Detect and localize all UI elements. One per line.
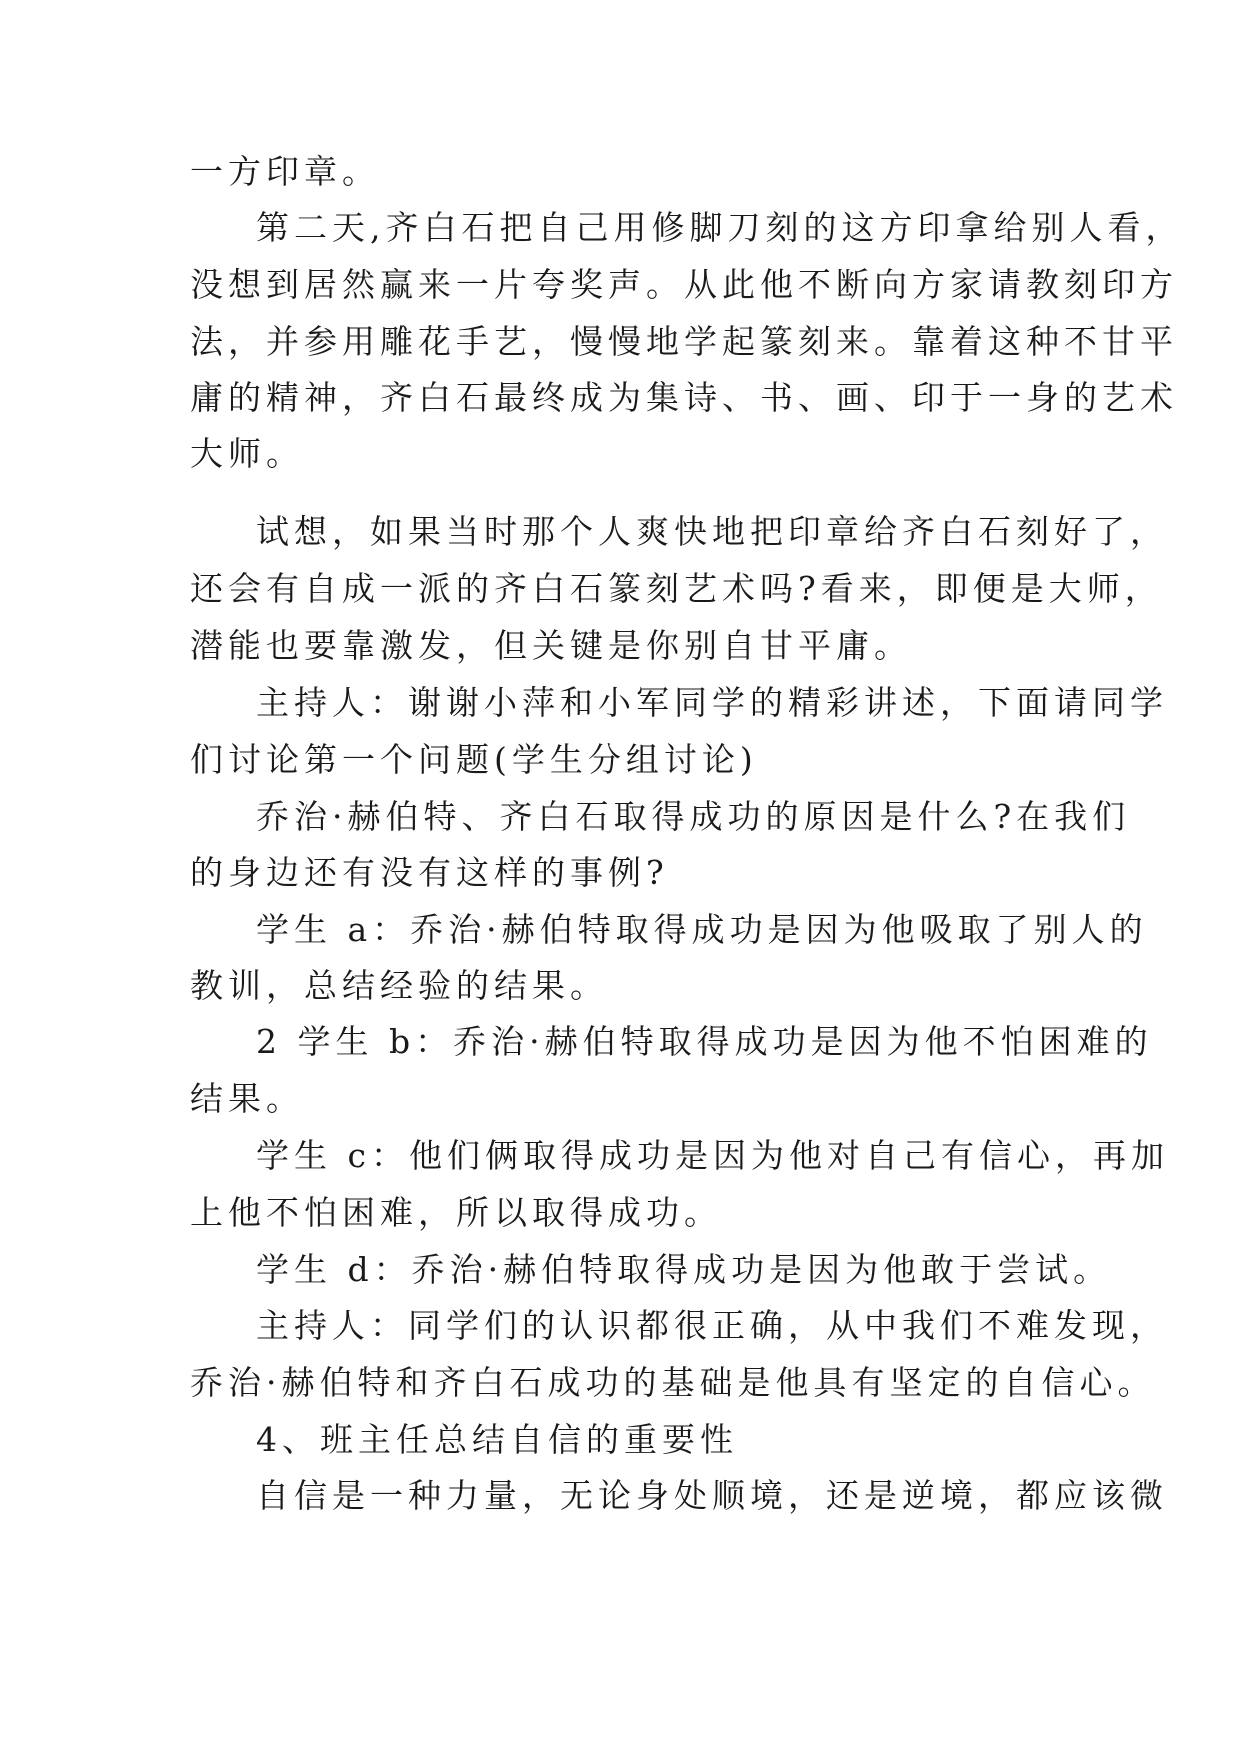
text-line: 自信是一种力量，无论身处顺境，还是逆境，都应该微: [256, 1476, 1168, 1515]
text-line: 学生 a：乔治·赫伯特取得成功是因为他吸取了别人的: [256, 910, 1148, 949]
text-line: 还会有自成一派的齐白石篆刻艺术吗?看来，即便是大师，: [190, 569, 1163, 608]
text-line: 2 学生 b：乔治·赫伯特取得成功是因为他不怕困难的: [256, 1022, 1153, 1061]
text-line: 潜能也要靠激发，但关键是你别自甘平庸。: [190, 626, 912, 665]
text-line: 没想到居然赢来一片夸奖声。从此他不断向方家请教刻印方: [190, 265, 1178, 304]
text-line: 一方印章。: [190, 152, 380, 191]
text-line: 乔治·赫伯特、齐白石取得成功的原因是什么?在我们: [256, 797, 1131, 836]
text-line: 主持人：同学们的认识都很正确，从中我们不难发现，: [256, 1306, 1168, 1345]
text-line: 上他不怕困难，所以取得成功。: [190, 1193, 722, 1232]
text-line: 们讨论第一个问题(学生分组讨论): [190, 740, 758, 779]
text-line: 结果。: [190, 1079, 304, 1118]
text-line: 乔治·赫伯特和齐白石成功的基础是他具有坚定的自信心。: [190, 1363, 1156, 1402]
text-line: 教训，总结经验的结果。: [190, 966, 608, 1005]
text-line: 第二天,齐白石把自己用修脚刀刻的这方印拿给别人看，: [256, 208, 1184, 247]
text-line: 学生 d：乔治·赫伯特取得成功是因为他敢于尝试。: [256, 1250, 1112, 1289]
text-line: 4、班主任总结自信的重要性: [256, 1420, 738, 1459]
text-line: 大师。: [190, 434, 304, 473]
text-line: 试想，如果当时那个人爽快地把印章给齐白石刻好了，: [256, 512, 1168, 551]
text-line: 庸的精神，齐白石最终成为集诗、书、画、印于一身的艺术: [190, 378, 1178, 417]
text-line: 学生 c：他们俩取得成功是因为他对自己有信心，再加: [256, 1136, 1169, 1175]
text-line: 主持人：谢谢小萍和小军同学的精彩讲述，下面请同学: [256, 683, 1168, 722]
text-line: 法，并参用雕花手艺，慢慢地学起篆刻来。靠着这种不甘平: [190, 322, 1178, 361]
text-line: 的身边还有没有这样的事例?: [190, 853, 669, 892]
